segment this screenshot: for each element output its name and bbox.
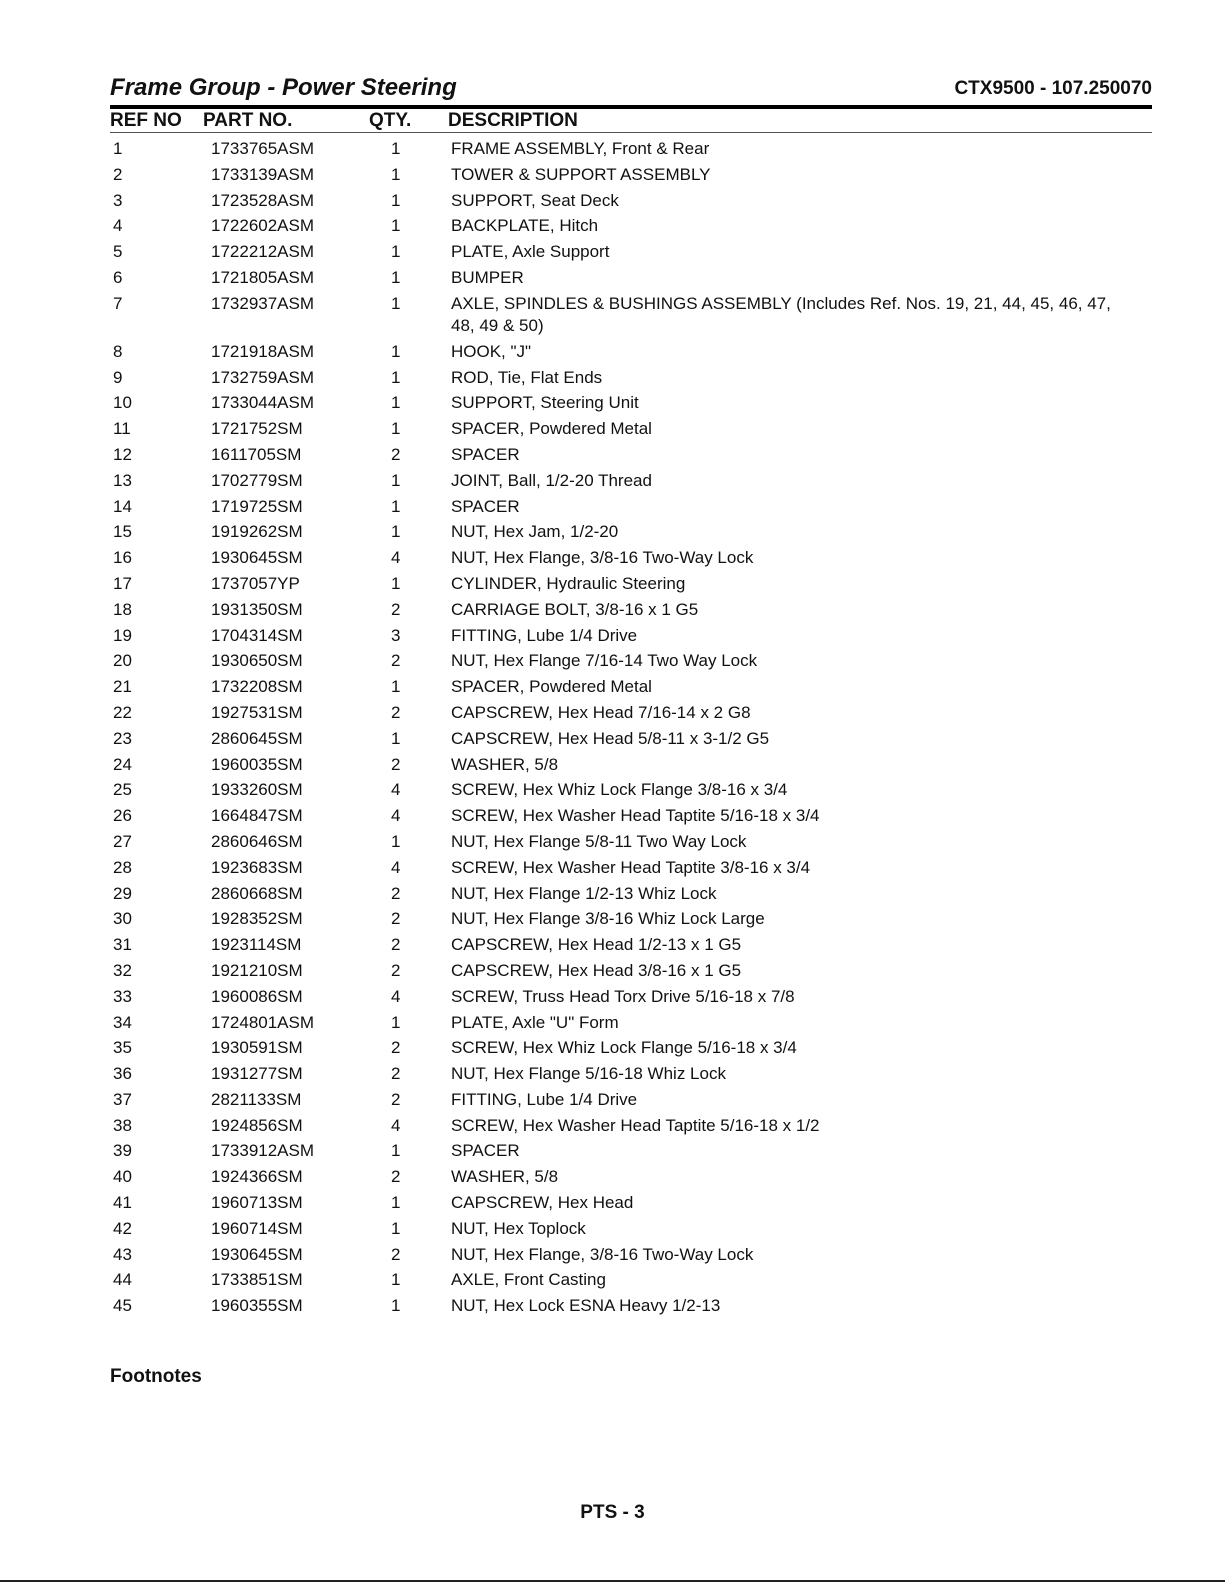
table-row (110, 779, 1152, 805)
qty-cell: 2 (391, 883, 401, 903)
header-qty: QTY. (369, 110, 412, 131)
qty-cell: 4 (391, 548, 401, 568)
ref-no-cell: 32 (113, 960, 132, 980)
description-cell: NUT, Hex Flange 3/8-16 Whiz Lock Large (451, 909, 765, 929)
description-cell: PLATE, Axle Support (451, 242, 610, 262)
table-row (110, 138, 1152, 164)
table-row (110, 1218, 1152, 1244)
parts-table-body (110, 138, 1152, 1321)
part-no-cell: 1719725SM (211, 496, 303, 516)
table-row (110, 470, 1152, 496)
description-cell: CAPSCREW, Hex Head 5/8-11 x 3-1/2 G5 (451, 728, 770, 748)
table-row (110, 934, 1152, 960)
part-no-cell: 1664847SM (211, 806, 303, 826)
table-row (110, 805, 1152, 831)
part-no-cell: 1960086SM (211, 986, 303, 1006)
description-cell: CAPSCREW, Hex Head (451, 1193, 634, 1213)
table-row (110, 676, 1152, 702)
part-no-cell: 1931277SM (211, 1064, 303, 1084)
part-no-cell: 1927531SM (211, 702, 303, 722)
part-no-cell: 1930650SM (211, 651, 303, 671)
ref-no-cell: 18 (113, 599, 132, 619)
qty-cell: 1 (391, 1270, 401, 1290)
part-no-cell: 1933260SM (211, 780, 303, 800)
ref-no-cell: 38 (113, 1115, 132, 1135)
description-cell: JOINT, Ball, 1/2-20 Thread (451, 470, 652, 490)
ref-no-cell: 43 (113, 1244, 132, 1264)
qty-cell: 4 (391, 1115, 401, 1135)
header-part-no: PART NO. (203, 110, 293, 131)
part-no-cell: 2860668SM (211, 883, 303, 903)
qty-cell: 2 (391, 1244, 401, 1264)
table-row (110, 267, 1152, 293)
part-no-cell: 1611705SM (211, 444, 302, 464)
table-row (110, 599, 1152, 625)
qty-cell: 2 (391, 444, 401, 464)
part-no-cell: 1724801ASM (211, 1012, 315, 1032)
part-no-cell: 2860646SM (211, 831, 303, 851)
ref-no-cell: 42 (113, 1218, 132, 1238)
table-row (110, 341, 1152, 367)
qty-cell: 1 (391, 293, 401, 313)
description-cell: FITTING, Lube 1/4 Drive (451, 625, 638, 645)
table-row (110, 625, 1152, 651)
qty-cell: 2 (391, 960, 401, 980)
qty-cell: 2 (391, 702, 401, 722)
qty-cell: 1 (391, 728, 401, 748)
qty-cell: 3 (391, 625, 401, 645)
ref-no-cell: 22 (113, 702, 132, 722)
ref-no-cell: 27 (113, 831, 132, 851)
ref-no-cell: 29 (113, 883, 132, 903)
qty-cell: 4 (391, 806, 401, 826)
table-row (110, 1295, 1152, 1321)
part-no-cell: 1723528ASM (211, 190, 315, 210)
ref-no-cell: 3 (113, 190, 123, 210)
table-row (110, 367, 1152, 393)
ref-no-cell: 13 (113, 470, 132, 490)
description-cell: CAPSCREW, Hex Head 3/8-16 x 1 G5 (451, 960, 742, 980)
table-row (110, 496, 1152, 522)
description-cell: CARRIAGE BOLT, 3/8-16 x 1 G5 (451, 599, 699, 619)
ref-no-cell: 23 (113, 728, 132, 748)
qty-cell: 2 (391, 935, 401, 955)
ref-no-cell: 20 (113, 651, 132, 671)
qty-cell: 1 (391, 470, 401, 490)
part-no-cell: 1721752SM (211, 419, 303, 439)
part-no-cell: 1733139ASM (211, 164, 315, 184)
description-cell: SCREW, Hex Whiz Lock Flange 5/16-18 x 3/4 (451, 1038, 797, 1058)
table-row (110, 215, 1152, 241)
description-cell: WASHER, 5/8 (451, 754, 559, 774)
table-row (110, 164, 1152, 190)
description-cell: NUT, Hex Jam, 1/2-20 (451, 522, 619, 542)
part-no-cell: 1732208SM (211, 677, 303, 697)
part-no-cell: 1733912ASM (211, 1141, 315, 1161)
description-cell: SCREW, Hex Washer Head Taptite 5/16-18 x 1/2 (451, 1115, 820, 1135)
title-divider (110, 105, 1152, 109)
ref-no-cell: 26 (113, 806, 132, 826)
description-cell: SCREW, Truss Head Torx Drive 5/16-18 x 7/8 (451, 986, 795, 1006)
part-no-cell: 1919262SM (211, 522, 303, 542)
qty-cell: 2 (391, 1089, 401, 1109)
part-no-cell: 1921210SM (211, 960, 303, 980)
qty-cell: 2 (391, 1167, 401, 1187)
table-row (110, 883, 1152, 909)
qty-cell: 2 (391, 1064, 401, 1084)
table-row (110, 1269, 1152, 1295)
description-cell: FRAME ASSEMBLY, Front & Rear (451, 139, 710, 158)
model-number: CTX9500 - 107.250070 (954, 78, 1152, 99)
part-no-cell: 1924856SM (211, 1115, 303, 1135)
qty-cell: 1 (391, 1012, 401, 1032)
description-cell: BUMPER (451, 267, 524, 287)
part-no-cell: 1733765ASM (211, 139, 315, 158)
ref-no-cell: 41 (113, 1193, 132, 1213)
description-cell: ROD, Tie, Flat Ends (451, 367, 603, 387)
part-no-cell: 1923683SM (211, 857, 303, 877)
description-cell: SPACER, Powdered Metal (451, 677, 652, 697)
table-row (110, 960, 1152, 986)
qty-cell: 1 (391, 831, 401, 851)
qty-cell: 1 (391, 190, 401, 210)
description-cell: SCREW, Hex Whiz Lock Flange 3/8-16 x 3/4 (451, 780, 788, 800)
description-cell: SPACER (451, 1141, 520, 1161)
part-no-cell: 1702779SM (211, 470, 303, 490)
page-number: PTS - 3 (580, 1502, 645, 1523)
table-row (110, 1037, 1152, 1063)
ref-no-cell: 6 (113, 267, 123, 287)
ref-no-cell: 24 (113, 754, 132, 774)
part-no-cell: 1733044ASM (211, 393, 315, 413)
qty-cell: 1 (391, 164, 401, 184)
part-no-cell: 2821133SM (211, 1089, 302, 1109)
table-row (110, 986, 1152, 1012)
description-cell: SUPPORT, Seat Deck (451, 190, 619, 210)
description-cell: SPACER (451, 444, 520, 464)
ref-no-cell: 19 (113, 625, 132, 645)
description-cell: SPACER, Powdered Metal (451, 419, 652, 439)
qty-cell: 1 (391, 242, 401, 262)
qty-cell: 1 (391, 393, 401, 413)
table-row (110, 1063, 1152, 1089)
ref-no-cell: 4 (113, 216, 123, 236)
qty-cell: 1 (391, 267, 401, 287)
part-no-cell: 1733851SM (211, 1270, 303, 1290)
ref-no-cell: 11 (113, 419, 131, 439)
table-row (110, 728, 1152, 754)
qty-cell: 4 (391, 986, 401, 1006)
ref-no-cell: 8 (113, 341, 123, 361)
part-no-cell: 1704314SM (211, 625, 303, 645)
ref-no-cell: 37 (113, 1089, 132, 1109)
part-no-cell: 1737057YP (211, 573, 300, 593)
part-no-cell: 2860645SM (211, 728, 303, 748)
qty-cell: 2 (391, 651, 401, 671)
table-row (110, 293, 1152, 341)
ref-no-cell: 40 (113, 1167, 132, 1187)
header-divider (110, 132, 1152, 133)
description-cell: NUT, Hex Flange 5/16-18 Whiz Lock (451, 1064, 726, 1084)
table-row (110, 1166, 1152, 1192)
ref-no-cell: 7 (113, 293, 123, 313)
table-row (110, 521, 1152, 547)
table-row (110, 650, 1152, 676)
description-cell: CAPSCREW, Hex Head 7/16-14 x 2 G8 (451, 702, 751, 722)
qty-cell: 2 (391, 1038, 401, 1058)
table-row (110, 418, 1152, 444)
part-no-cell: 1930645SM (211, 1244, 303, 1264)
table-row (110, 1115, 1152, 1141)
description-cell: NUT, Hex Flange 7/16-14 Two Way Lock (451, 651, 758, 671)
description-cell: SPACER (451, 496, 520, 516)
description-cell: SUPPORT, Steering Unit (451, 393, 639, 413)
ref-no-cell: 5 (113, 242, 123, 262)
table-row (110, 190, 1152, 216)
table-row (110, 573, 1152, 599)
ref-no-cell: 12 (113, 444, 132, 464)
ref-no-cell: 39 (113, 1141, 132, 1161)
part-no-cell: 1960035SM (211, 754, 303, 774)
qty-cell: 1 (391, 573, 401, 593)
description-cell: PLATE, Axle "U" Form (451, 1012, 619, 1032)
part-no-cell: 1923114SM (211, 935, 302, 955)
description-cell: AXLE, Front Casting (451, 1270, 606, 1290)
table-row (110, 392, 1152, 418)
ref-no-cell: 21 (113, 677, 132, 697)
qty-cell: 1 (391, 341, 401, 361)
table-header (110, 110, 1152, 132)
ref-no-cell: 16 (113, 548, 132, 568)
qty-cell: 1 (391, 216, 401, 236)
ref-no-cell: 1 (113, 139, 123, 158)
bottom-rule (0, 1580, 1225, 1582)
description-cell: NUT, Hex Flange, 3/8-16 Two-Way Lock (451, 1244, 754, 1264)
description-cell: TOWER & SUPPORT ASSEMBLY (451, 164, 711, 184)
ref-no-cell: 14 (113, 496, 132, 516)
part-no-cell: 1930645SM (211, 548, 303, 568)
part-no-cell: 1931350SM (211, 599, 303, 619)
description-cell: NUT, Hex Flange 1/2-13 Whiz Lock (451, 883, 717, 903)
qty-cell: 1 (391, 1141, 401, 1161)
description-cell: WASHER, 5/8 (451, 1167, 559, 1187)
qty-cell: 4 (391, 780, 401, 800)
qty-cell: 1 (391, 419, 401, 439)
table-row (110, 857, 1152, 883)
table-row (110, 241, 1152, 267)
ref-no-cell: 30 (113, 909, 132, 929)
table-row (110, 1244, 1152, 1270)
ref-no-cell: 35 (113, 1038, 132, 1058)
qty-cell: 1 (391, 139, 401, 158)
part-no-cell: 1721805ASM (211, 267, 315, 287)
table-row (110, 831, 1152, 857)
part-no-cell: 1721918ASM (211, 341, 315, 361)
qty-cell: 1 (391, 1296, 401, 1316)
part-no-cell: 1732937ASM (211, 293, 315, 313)
table-row (110, 1140, 1152, 1166)
ref-no-cell: 34 (113, 1012, 132, 1032)
ref-no-cell: 31 (113, 935, 132, 955)
table-row (110, 702, 1152, 728)
table-row (110, 1192, 1152, 1218)
ref-no-cell: 33 (113, 986, 132, 1006)
description-cell: HOOK, "J" (451, 341, 532, 361)
table-row (110, 444, 1152, 470)
part-no-cell: 1722602ASM (211, 216, 315, 236)
part-no-cell: 1960714SM (211, 1218, 303, 1238)
qty-cell: 1 (391, 1193, 401, 1213)
ref-no-cell: 15 (113, 522, 132, 542)
ref-no-cell: 10 (113, 393, 132, 413)
table-row (110, 1089, 1152, 1115)
table-row (110, 754, 1152, 780)
qty-cell: 2 (391, 909, 401, 929)
part-no-cell: 1960713SM (211, 1193, 303, 1213)
description-cell: NUT, Hex Lock ESNA Heavy 1/2-13 (451, 1296, 721, 1316)
ref-no-cell: 25 (113, 780, 132, 800)
page-title: Frame Group - Power Steering (110, 74, 457, 101)
description-cell: FITTING, Lube 1/4 Drive (451, 1089, 638, 1109)
part-no-cell: 1960355SM (211, 1296, 303, 1316)
qty-cell: 1 (391, 522, 401, 542)
ref-no-cell: 44 (113, 1270, 132, 1290)
qty-cell: 2 (391, 754, 401, 774)
description-cell: AXLE, SPINDLES & BUSHINGS ASSEMBLY (Includes Ref. Nos. 19, 21, 44, 45, 46, 47, 48, 49 & 50) (451, 293, 1111, 335)
qty-cell: 2 (391, 599, 401, 619)
description-cell: NUT, Hex Flange, 3/8-16 Two-Way Lock (451, 548, 754, 568)
ref-no-cell: 9 (113, 367, 123, 387)
qty-cell: 4 (391, 857, 401, 877)
qty-cell: 1 (391, 496, 401, 516)
table-row (110, 908, 1152, 934)
qty-cell: 1 (391, 1218, 401, 1238)
table-row (110, 547, 1152, 573)
qty-cell: 1 (391, 367, 401, 387)
qty-cell: 1 (391, 677, 401, 697)
description-cell: NUT, Hex Flange 5/8-11 Two Way Lock (451, 831, 747, 851)
ref-no-cell: 45 (113, 1296, 132, 1316)
part-no-cell: 1722212ASM (211, 242, 315, 262)
description-cell: CAPSCREW, Hex Head 1/2-13 x 1 G5 (451, 935, 742, 955)
part-no-cell: 1924366SM (211, 1167, 303, 1187)
part-no-cell: 1732759ASM (211, 367, 315, 387)
header-description: DESCRIPTION (448, 110, 578, 131)
ref-no-cell: 28 (113, 857, 132, 877)
ref-no-cell: 17 (113, 573, 132, 593)
part-no-cell: 1930591SM (211, 1038, 303, 1058)
ref-no-cell: 36 (113, 1064, 132, 1084)
title-row (110, 74, 1152, 104)
description-cell: SCREW, Hex Washer Head Taptite 5/16-18 x 3/4 (451, 806, 820, 826)
ref-no-cell: 2 (113, 164, 123, 184)
part-no-cell: 1928352SM (211, 909, 303, 929)
table-row (110, 1012, 1152, 1038)
footnotes-heading: Footnotes (110, 1366, 202, 1387)
header-ref-no: REF NO (110, 110, 182, 131)
description-cell: SCREW, Hex Washer Head Taptite 3/8-16 x 3/4 (451, 857, 811, 877)
description-cell: CYLINDER, Hydraulic Steering (451, 573, 686, 593)
description-cell: BACKPLATE, Hitch (451, 216, 599, 236)
description-cell: NUT, Hex Toplock (451, 1218, 586, 1238)
